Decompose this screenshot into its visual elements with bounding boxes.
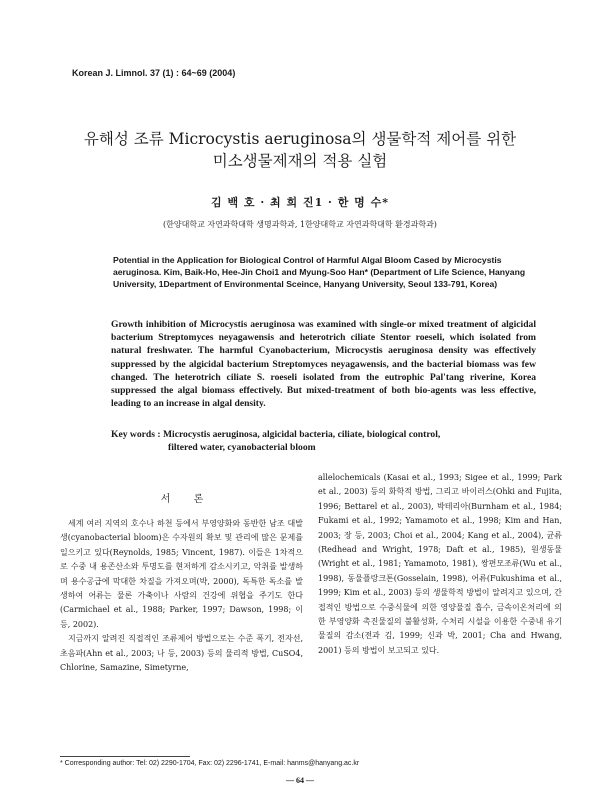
footnote-rule bbox=[60, 756, 190, 757]
keywords bbox=[111, 428, 536, 454]
left-column bbox=[60, 517, 303, 675]
left-paragraph-2: 지금까지 알려진 직접적인 조류제어 방법으로는 수준 폭기, 전자선, 초음파(Ahn et al., 2003; 나 등, 2003) 등의 물리적 방법, CuSO4, Chlorine, Samazine, Simetyrne, bbox=[60, 634, 303, 673]
journal-reference: Korean J. Limnol. 37 (1) : 64~69 (2004) bbox=[72, 68, 236, 78]
paper-title bbox=[40, 128, 560, 172]
english-title-block: Potential in the Application for Biological Control of Harmful Algal Bloom Cased by Microcystis aeruginosa. Kim, Baik-Ho, Hee-Jin Choi1 and Myung-Soo Han* (Department of Life Science, Hanyang University, 1Department of Environmental Sceince, Hanyang University, Seoul 133-791, Korea) bbox=[113, 255, 526, 289]
author-list: 김 백 호 · 최 희 진1 · 한 명 수* bbox=[211, 196, 389, 209]
keywords-line-1: Microcystis aeruginosa, algicidal bacteria, ciliate, biological control, bbox=[162, 429, 441, 440]
right-column bbox=[318, 471, 562, 658]
abstract: Growth inhibition of Microcystis aeruginosa was examined with single-or mixed treatment of algicidal bacterium Streptomyces neyagawensis and heterotrich ciliate Stentor roeseli, which isolated from natural freshwater. The harmful Cyanobacterium, Microcystis aeruginosa density was effectively suppressed by the algicidal bacterium Streptomyces neyagawensis, and the bacterial biomass was few changed. The heterotrich ciliate S. roeseli isolated from the eutrophic Pal'tang riverine, Korea suppressed the algal biomass effectively. But mixed-treatment of both bio-agents was less effective, leading to an increase in algal density. bbox=[111, 319, 536, 410]
page-number: — 64 — bbox=[286, 776, 314, 785]
title-line-2: 미소생물제재의 적용 실험 bbox=[212, 152, 388, 170]
keywords-line-2: filtered water, cyanobacterial bloom bbox=[168, 442, 316, 454]
section-heading-introduction: 서 론 bbox=[160, 494, 214, 505]
right-paragraph: allelochemicals (Kasai et al., 1993; Sigee et al., 1999; Park et al., 2003) 등의 화학적 방법, 그리고 바이러스(Ohki and Fujita, 1996; Bettarel et al., 2003), 박테리아(Burnham et al., 1984; Fukami et al., 1992; Yamamoto et al., 1998; Kim and Han, 2003; 장 등, 2003; Choi et al., 2004; Kang et al., 2004), 균류(Redhead and Wright, 1978; Daft et al., 1985), 원생동물(Wright et al., 1981; Yamamoto, 1981), 쌍편모조류(Wu et al., 1998), 동물플랑크톤(Gosselain, 1998), 어류(Fukushima et al., 1999; Kim et al., 2003) 등의 생물학적 방법이 알려지고 있으며, 간접적인 방법으로 수중식물에 의한 영양물질 흡수, 금속이온처리에 의한 부영양화 촉진물질의 불활성화, 수처리 시설을 이용한 수중내 유기물질의 감소(전과 김, 1999; 신과 박, 2001; Cha and Hwang, 2001) 등의 방법이 보고되고 있다. bbox=[318, 473, 562, 655]
corresponding-author-footnote: * Corresponding author: Tel: 02) 2290-1704, Fax: 02) 2296-1741, E-mail: hanms@hanyang.ac.kr bbox=[60, 760, 360, 767]
author-affiliation: (한양대학교 자연과학대학 생명과학과, 1한양대학교 자연과학대학 환경과학과) bbox=[163, 220, 437, 229]
keywords-label: Key words : bbox=[111, 429, 161, 440]
left-paragraph-1: 세계 여러 지역의 호수나 하천 등에서 부영양화와 동반한 남조 대발생(cyanobacterial bloom)은 수자원의 확보 및 관리에 많은 문제를 일으키고 있다(Reynolds, 1985; Vincent, 1987). 이들은 1차적으로 수중 내 용존산소와 투명도를 현저하게 감소시키고, 악취를 발생하며 용수공급에 막대한 차질을 가져오며(박, 2000), 독특한 독소를 발생하여 어류는 물론 가축이나 사람의 건강에 위협을 주기도 한다(Carmichael et al., 1988; Parker, 1997; Dawson, 1998; 이 등, 2002). bbox=[60, 519, 303, 629]
title-line-1: 유해성 조류 Microcystis aeruginosa의 생물학적 제어를 위한 bbox=[83, 130, 517, 148]
